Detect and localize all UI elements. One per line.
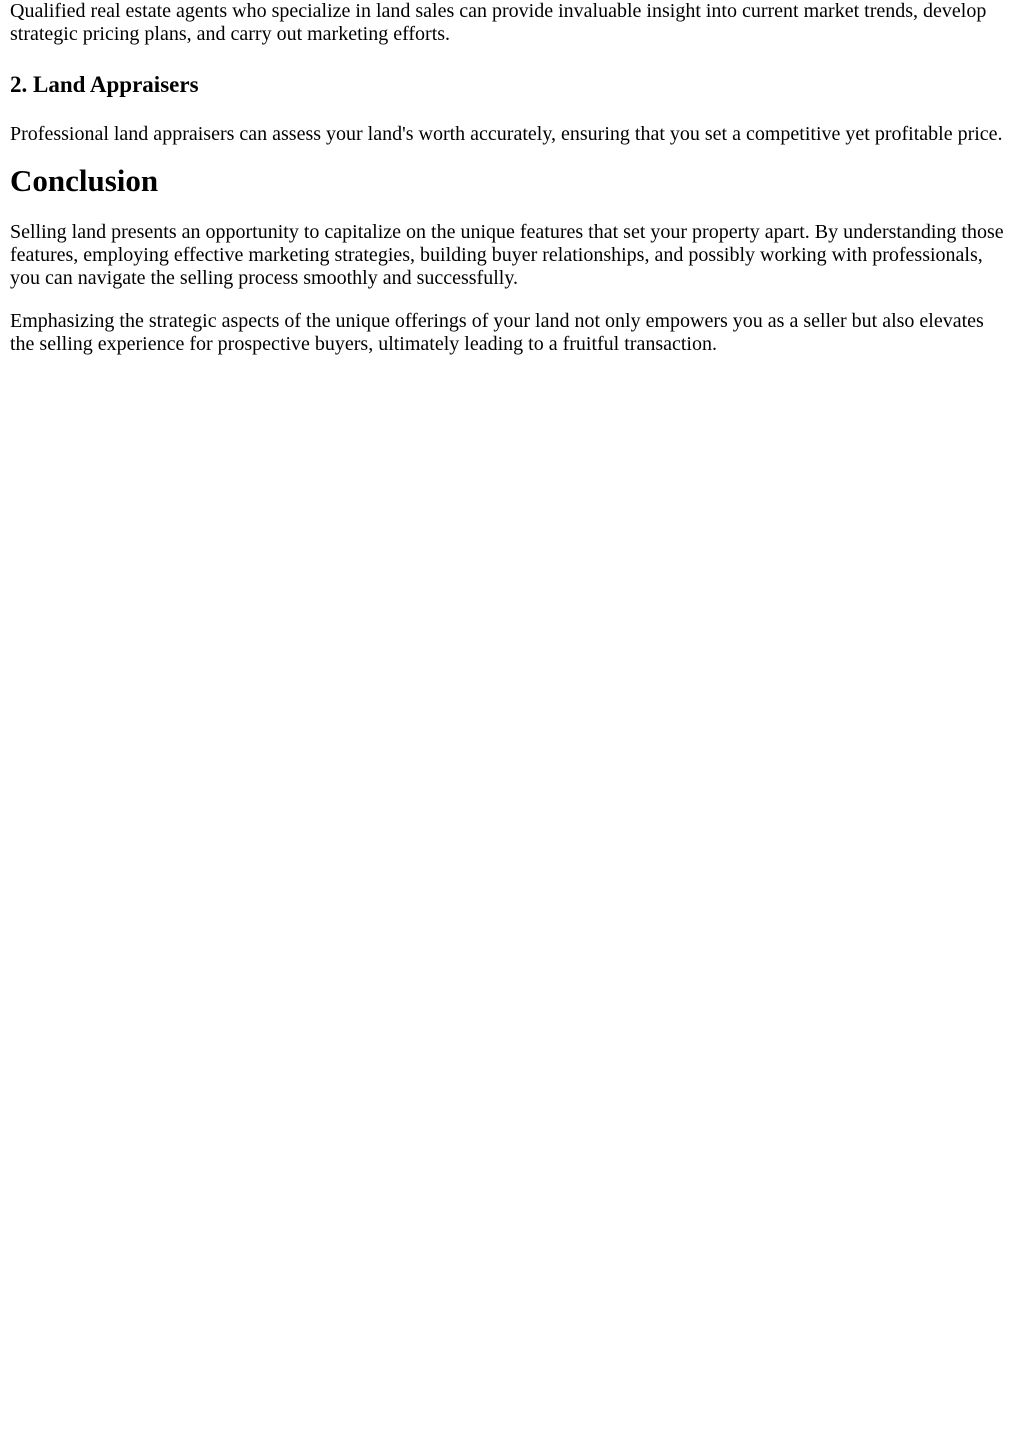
conclusion-paragraph: Selling land presents an opportunity to capitalize on the unique features that set your property apart. By understanding those features, employing effective marketing strategies, building buyer relationships, and possibly working with professionals, you can navigate the selling process smoothly and successfully. — [10, 221, 1004, 289]
section-heading-land-appraisers: 2. Land Appraisers — [10, 72, 199, 97]
article-body — [0, 0, 1024, 356]
conclusion-paragraph: Emphasizing the strategic aspects of the unique offerings of your land not only empowers you as a seller but also elevates the selling experience for prospective buyers, ultimately leading to a fruitful transaction. — [10, 310, 984, 355]
intro-paragraph: Qualified real estate agents who specialize in land sales can provide invaluable insight into current market trends, develop strategic pricing plans, and carry out marketing efforts. — [10, 0, 987, 45]
conclusion-heading: Conclusion — [10, 163, 159, 198]
land-appraisers-paragraph: Professional land appraisers can assess your land's worth accurately, ensuring that you set a competitive yet profitable price. — [10, 123, 1003, 145]
